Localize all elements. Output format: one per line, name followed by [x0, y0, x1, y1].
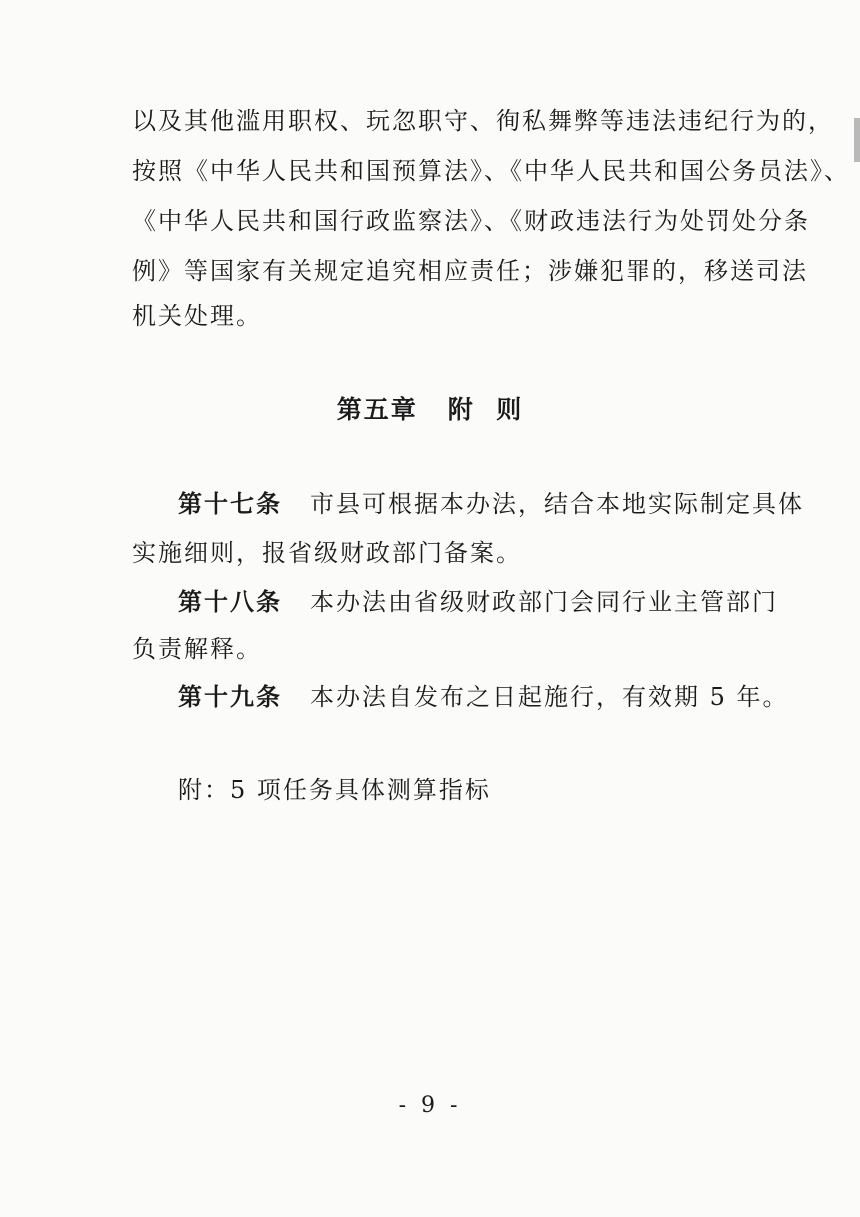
article-19-line-1 — [178, 681, 789, 713]
article-18-line-2: 负责解释。 — [132, 635, 262, 663]
article-17-text: 市县可根据本办法，结合本地实际制定具体 — [310, 490, 804, 518]
chapter-heading — [0, 394, 860, 426]
body-line-5: 机关处理。 — [132, 302, 262, 330]
article-17-line-1 — [178, 488, 804, 520]
scan-edge-mark — [854, 118, 860, 162]
page-number: - 9 - — [398, 1093, 462, 1118]
body-line-2: 按照《中华人民共和国预算法》、《中华人民共和国公务员法》、 — [132, 157, 850, 185]
article-19-number: 第十九条 — [178, 683, 282, 711]
chapter-number: 第五章 — [336, 395, 418, 424]
article-18-number: 第十八条 — [178, 588, 282, 616]
body-line-3: 《中华人民共和国行政监察法》、《财政违法行为处罚处分条 — [132, 207, 810, 235]
body-line-1: 以及其他滥用职权、玩忽职守、徇私舞弊等违法违纪行为的， — [132, 107, 834, 135]
article-17-line-2: 实施细则，报省级财政部门备案。 — [132, 539, 522, 567]
chapter-title: 附 则 — [447, 395, 524, 424]
article-19-text: 本办法自发布之日起施行，有效期 5 年。 — [310, 683, 789, 711]
article-18-text: 本办法由省级财政部门会同行业主管部门 — [310, 588, 778, 616]
article-17-number: 第十七条 — [178, 490, 282, 518]
attachment-note: 附：5 项任务具体测算指标 — [178, 776, 491, 804]
article-18-line-1 — [178, 586, 778, 618]
body-line-4: 例》等国家有关规定追究相应责任；涉嫌犯罪的，移送司法 — [132, 257, 808, 285]
